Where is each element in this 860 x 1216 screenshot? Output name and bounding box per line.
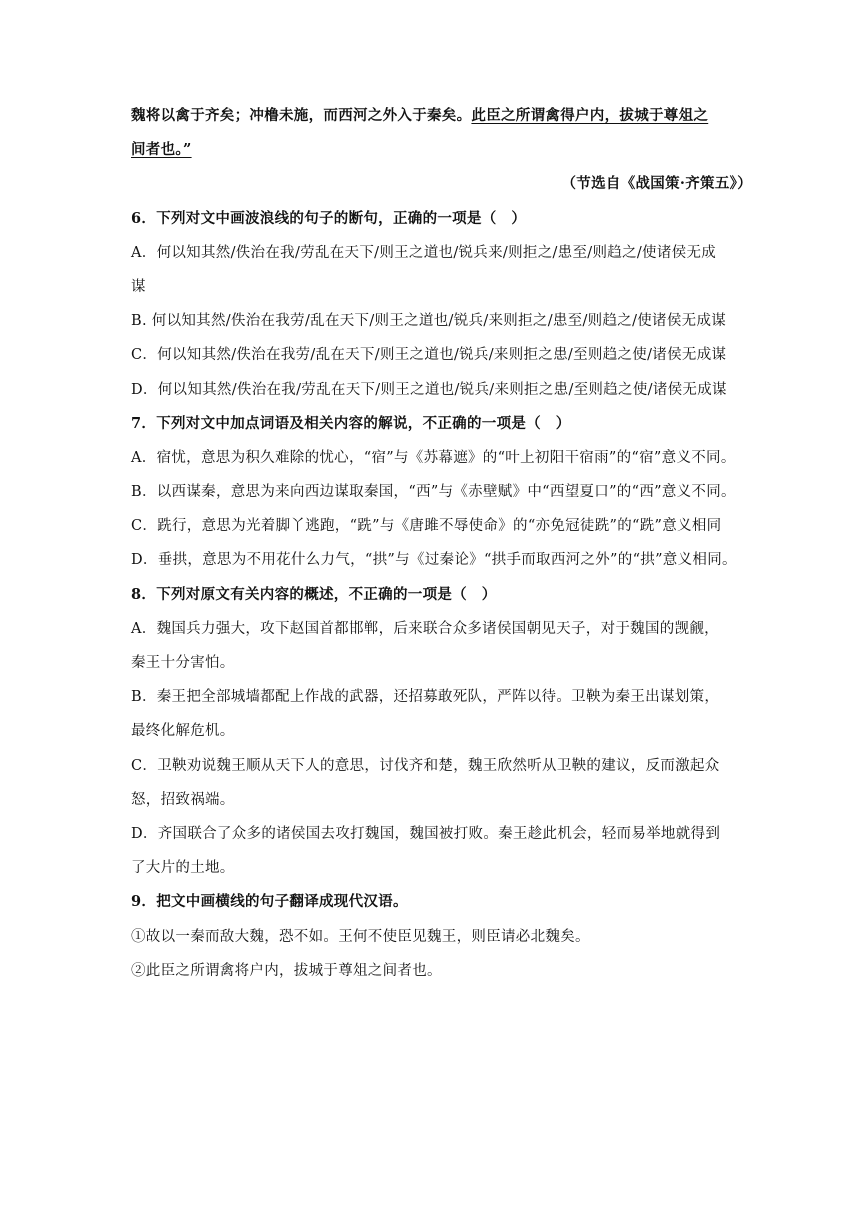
question-7-option-d: D．垂拱，意思为不用花什么力气，“拱”与《过秦论》“拱手而取西河之外”的“拱”意义相同。 bbox=[131, 552, 737, 569]
question-9-stem: 9．把文中画横线的句子翻译成现代汉语。 bbox=[131, 893, 408, 911]
question-9-sentence-2: ②此臣之所谓禽将户内，拔城于尊俎之间者也。 bbox=[131, 962, 442, 979]
question-6-stem: 6．下列对文中画波浪线的句子的断句，正确的一项是（ ） bbox=[131, 209, 527, 227]
underlined-sentence: 此臣之所谓禽得户内，拔城于尊俎之 bbox=[471, 107, 709, 124]
question-6-option-a-cont: 谋 bbox=[131, 278, 146, 295]
passage-line-1 bbox=[131, 106, 750, 126]
question-7-option-c: C．跣行，意思为光着脚丫逃跑，“跣”与《唐雎不辱使命》的“亦免冠徒跣”的“跣”意义相同 bbox=[131, 518, 722, 535]
question-8-option-b: B．秦王把全部城墙都配上作战的武器，还招募敢死队，严阵以待。卫鞅为秦王出谋划策， bbox=[131, 689, 720, 706]
passage-text: 魏将以禽于齐矣；冲橹未施，而西河之外入于秦矣。 bbox=[131, 107, 472, 124]
underlined-sentence-end: 间者也。” bbox=[131, 141, 192, 159]
question-6-option-a: A．何以知其然/佚治在我/劳乱在天下/则王之道也/锐兵来/则拒之/患至/则趋之/使诸侯无成 bbox=[131, 244, 717, 261]
question-8-option-a-cont: 秦王十分害怕。 bbox=[131, 655, 235, 671]
question-7-option-b: B．以西谋秦，意思为来向西边谋取秦国，“西”与《赤壁赋》中“西望夏口”的“西”意义不同。 bbox=[131, 484, 736, 501]
question-6-option-d: D．何以知其然/佚治在我/劳乱在天下/则王之道也/锐兵/来则拒之患/至则趋之使/诸侯无成谋 bbox=[131, 381, 727, 398]
question-7-stem: 7．下列对文中加点词语及相关内容的解说，不正确的一项是（ ） bbox=[131, 414, 571, 432]
question-8-stem: 8．下列对原文有关内容的概述，不正确的一项是（ ） bbox=[131, 585, 497, 603]
question-8-option-b-cont: 最终化解危机。 bbox=[131, 723, 235, 740]
passage-line-2 bbox=[131, 140, 750, 160]
question-6-option-c: C．何以知其然/佚治在我劳/乱在天下/则王之道也/锐兵/来则拒之患/至则趋之使/诸侯无成谋 bbox=[131, 347, 727, 364]
question-6-option-b: B. 何以知其然/佚治在我劳/乱在天下/则王之道也/锐兵/来则拒之/患至/则趋之/使诸侯无成谋 bbox=[131, 313, 727, 330]
question-9-sentence-1: ①故以一秦而敌大魏，恐不如。王何不使臣见魏王，则臣请必北魏矣。 bbox=[131, 928, 590, 945]
question-8-option-c: C．卫鞅劝说魏王顺从天下人的意思，讨伐齐和楚，魏王欣然听从卫鞅的建议，反而激起众 bbox=[131, 757, 720, 774]
question-8-option-d: D．齐国联合了众多的诸侯国去攻打魏国，魏国被打败。秦王趁此机会，轻而易举地就得到 bbox=[131, 825, 721, 842]
question-8-option-d-cont: 了大片的土地。 bbox=[131, 860, 235, 877]
passage-source: （节选自《战国策·齐策五》） bbox=[561, 175, 752, 193]
question-8-option-a: A．魏国兵力强大，攻下赵国首都邯郸，后来联合众多诸侯国朝见天子，对于魏国的觊觎， bbox=[131, 620, 719, 637]
question-8-option-c-cont: 怒，招致祸端。 bbox=[131, 791, 235, 808]
question-7-option-a: A．宿忧，意思为积久难除的忧心，“宿”与《苏幕遮》的“叶上初阳干宿雨”的“宿”意义不同。 bbox=[131, 449, 736, 466]
